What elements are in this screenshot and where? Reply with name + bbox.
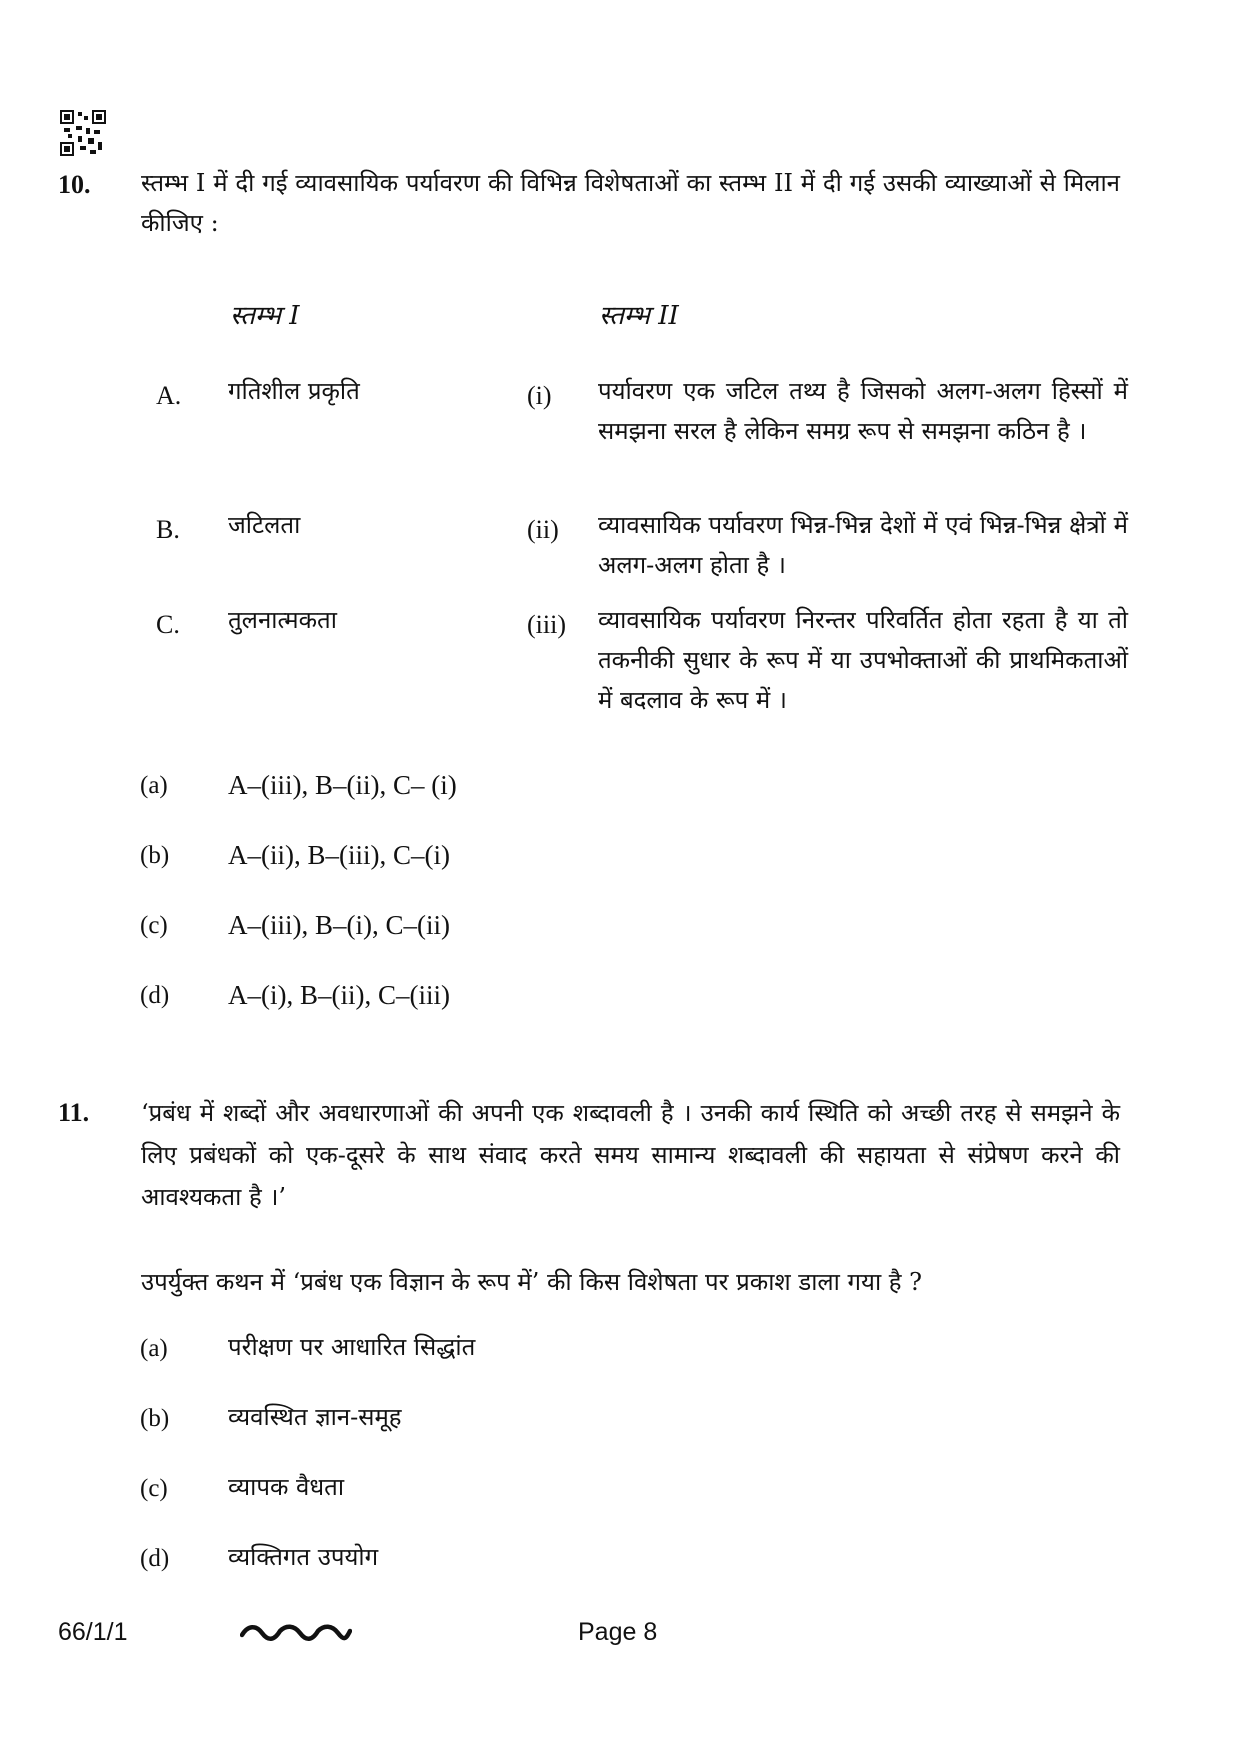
column-1-item: गतिशील प्रकृति (228, 377, 360, 405)
option-label-d[interactable]: (d) (140, 1545, 170, 1572)
column-2-item: व्यावसायिक पर्यावरण भिन्न-भिन्न देशों में एवं भिन्न-भिन्न क्षेत्रों में अलग-अलग होता है । (598, 511, 1128, 579)
column-2-item: व्यावसायिक पर्यावरण निरन्तर परिवर्तित होता रहता है या तो तकनीकी सुधार के रूप में या उपभोक्ताओं की प्राथमिकताओं में बदलाव के रूप में । (598, 606, 1128, 714)
question-number: 10. (58, 170, 91, 199)
option-text-c[interactable]: A–(iii), B–(i), C–(ii) (228, 910, 450, 940)
option-text-c[interactable]: व्यापक वैधता (228, 1473, 345, 1501)
option-text-a[interactable]: परीक्षण पर आधारित सिद्धांत (228, 1333, 476, 1361)
option-label-b[interactable]: (b) (140, 1405, 170, 1432)
column-2-label: (i) (527, 381, 552, 410)
option-text-b[interactable]: व्यवस्थित ज्ञान-समूह (228, 1403, 402, 1431)
column-2-item: पर्यावरण एक जटिल तथ्य है जिसको अलग-अलग हिस्सों में समझना सरल है लेकिन समग्र रूप से समझना कठिन है । (598, 377, 1128, 445)
paper-code: 66/1/1 (58, 1618, 128, 1646)
qr-code-icon (60, 110, 106, 156)
wave-ornament-icon (240, 1622, 352, 1644)
option-text-d[interactable]: व्यक्तिगत उपयोग (228, 1543, 379, 1571)
option-text-d[interactable]: A–(i), B–(ii), C–(iii) (228, 980, 450, 1010)
option-label-a[interactable]: (a) (140, 1335, 168, 1362)
column-1-label: C. (156, 610, 180, 639)
page-number: Page 8 (578, 1618, 658, 1646)
column-1-label: B. (156, 515, 180, 544)
column-2-label: (ii) (527, 515, 559, 544)
question-stem: स्तम्भ I में दी गई व्यावसायिक पर्यावरण की विभिन्न विशेषताओं का स्तम्भ II में दी गई उसकी व्याख्याओं से मिलान कीजिए : (141, 169, 1120, 237)
option-label-d[interactable]: (d) (140, 982, 170, 1009)
option-label-c[interactable]: (c) (140, 1475, 168, 1502)
question-number: 11. (58, 1098, 90, 1127)
column-1-item: जटिलता (228, 511, 301, 539)
question-stem: ‘प्रबंध में शब्दों और अवधारणाओं की अपनी एक शब्दावली है । उनकी कार्य स्थिति को अच्छी तरह से समझने के लिए प्रबंधकों को एक-दूसरे के साथ संवाद करते समय सामान्य शब्दावली की सहायता से संप्रेषण करने की आवश्यकता है ।’ (141, 1099, 1120, 1211)
option-text-b[interactable]: A–(ii), B–(iii), C–(i) (228, 840, 450, 870)
option-text-a[interactable]: A–(iii), B–(ii), C– (i) (228, 770, 457, 800)
column-2-header: स्तम्भ II (599, 301, 679, 331)
column-2-label: (iii) (527, 610, 566, 639)
column-1-header: स्तम्भ I (230, 301, 300, 331)
column-1-item: तुलनात्मकता (228, 606, 337, 634)
option-label-c[interactable]: (c) (140, 912, 168, 939)
option-label-a[interactable]: (a) (140, 772, 168, 799)
question-prompt: उपर्युक्त कथन में ‘प्रबंध एक विज्ञान के रूप में’ की किस विशेषता पर प्रकाश डाला गया है ? (141, 1268, 923, 1296)
option-label-b[interactable]: (b) (140, 842, 170, 869)
column-1-label: A. (156, 381, 182, 410)
